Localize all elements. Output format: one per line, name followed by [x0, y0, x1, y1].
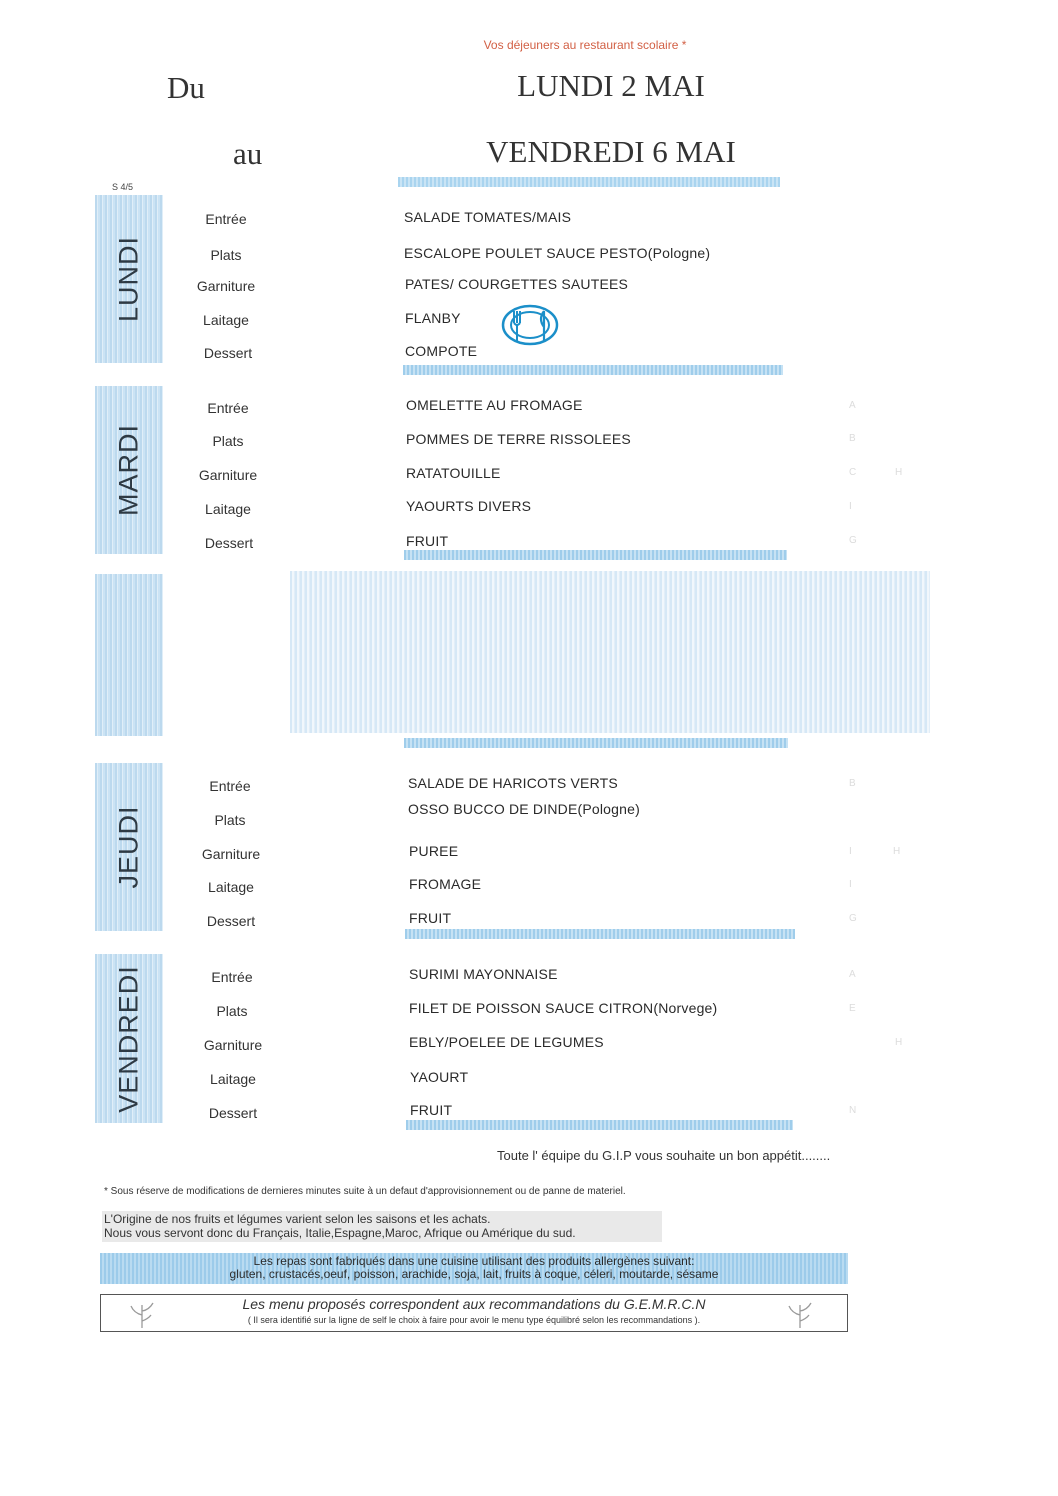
- course-label-plats: Plats: [214, 812, 246, 828]
- header-au: au: [233, 136, 263, 171]
- faint-code: C: [849, 467, 857, 478]
- origin-line-2: Nous vous servont donc du Français, Italie,Espagne,Maroc, Afrique ou Amérique du sud.: [104, 1226, 576, 1240]
- dish-jeudi-plat: OSSO BUCCO DE DINDE(Pologne): [408, 801, 640, 817]
- dish-lundi-entree: SALADE TOMATES/MAIS: [404, 209, 572, 225]
- day-label-mardi: MARDI: [113, 424, 144, 516]
- faint-code: G: [849, 535, 857, 546]
- course-label-dessert: Dessert: [203, 345, 253, 361]
- dish-mardi-garniture: RATATOUILLE: [406, 465, 501, 481]
- faint-code: B: [849, 778, 856, 789]
- dish-lundi-dessert: COMPOTE: [405, 343, 478, 359]
- closed-day-area: [290, 571, 930, 733]
- recommendation-note: ( Il sera identifié sur la ligne de self le choix à faire pour avoir le menu type équilibré selon les recommandations ).: [247, 1315, 701, 1325]
- course-label-dessert: Dessert: [208, 1105, 258, 1121]
- dish-lundi-plat: ESCALOPE POULET SAUCE PESTO(Pologne): [404, 245, 711, 261]
- day-block-mardi: [95, 386, 163, 554]
- faint-code: E: [849, 1003, 856, 1014]
- separator-closed: [404, 738, 788, 748]
- dish-jeudi-garniture: PUREE: [409, 843, 459, 859]
- course-label-plats: Plats: [212, 433, 244, 449]
- separator-jeudi: [405, 929, 795, 939]
- day-label-vendredi: VENDREDI: [113, 964, 144, 1113]
- course-label-entree: Entrée: [207, 400, 249, 416]
- faint-code: B: [849, 433, 856, 444]
- course-label-garniture: Garniture: [198, 467, 258, 483]
- header-start-day: LUNDI 2 MAI: [517, 68, 705, 103]
- header-end-day: VENDREDI 6 MAI: [486, 134, 736, 169]
- course-label-dessert: Dessert: [204, 535, 254, 551]
- dish-lundi-garniture: PATES/ COURGETTES SAUTEES: [405, 276, 629, 292]
- dish-jeudi-laitage: FROMAGE: [409, 876, 482, 892]
- faint-code: I: [849, 879, 852, 890]
- origin-line-1: L'Origine de nos fruits et légumes varient selon les saisons et les achats.: [104, 1212, 491, 1226]
- day-label-jeudi: JEUDI: [113, 805, 144, 889]
- recommendation-box: [100, 1294, 848, 1332]
- dish-jeudi-dessert: FRUIT: [409, 910, 452, 926]
- course-label-dessert: Dessert: [206, 913, 256, 929]
- day-label-lundi: LUNDI: [113, 235, 144, 323]
- faint-code: I: [849, 846, 852, 857]
- footer-disclaimer: * Sous réserve de modifications de dernieres minutes suite à un defaut d'approvisionnement ou de panne de materiel.: [104, 1186, 626, 1197]
- dish-vendredi-garniture: EBLY/POELEE DE LEGUMES: [409, 1034, 604, 1050]
- faint-code: N: [849, 1105, 857, 1116]
- course-label-laitage: Laitage: [208, 879, 254, 895]
- faint-code: A: [849, 400, 856, 411]
- separator-vendredi: [406, 1120, 793, 1130]
- footer-wish: Toute l' équipe du G.I.P vous souhaite un bon appétit........: [497, 1148, 831, 1163]
- header-tagline: Vos déjeuners au restaurant scolaire *: [483, 38, 687, 52]
- course-label-garniture: Garniture: [196, 278, 256, 294]
- dish-vendredi-entree: SURIMI MAYONNAISE: [409, 966, 558, 982]
- plant-icon: [785, 1297, 815, 1329]
- day-block-vendredi: [95, 954, 163, 1123]
- dish-mardi-dessert: FRUIT: [406, 533, 449, 549]
- dish-mardi-plat: POMMES DE TERRE RISSOLEES: [406, 431, 631, 447]
- allergen-line-1: Les repas sont fabriqués dans une cuisine utilisant des produits allergènes suivant:: [253, 1254, 695, 1268]
- faint-code: H: [893, 846, 901, 857]
- course-label-plats: Plats: [216, 1003, 248, 1019]
- course-label-laitage: Laitage: [205, 501, 251, 517]
- dish-mardi-entree: OMELETTE AU FROMAGE: [406, 397, 583, 413]
- course-label-laitage: Laitage: [203, 312, 249, 328]
- faint-code: I: [849, 501, 852, 512]
- cutlery-plate-icon: [500, 303, 560, 347]
- dish-jeudi-entree: SALADE DE HARICOTS VERTS: [408, 775, 618, 791]
- separator-lundi: [403, 365, 783, 375]
- dish-vendredi-plat: FILET DE POISSON SAUCE CITRON(Norvege): [409, 1000, 718, 1016]
- header-du: Du: [167, 70, 205, 105]
- course-label-entree: Entrée: [211, 969, 253, 985]
- day-block-closed: [95, 574, 163, 736]
- course-label-entree: Entrée: [209, 778, 251, 794]
- dish-mardi-laitage: YAOURTS DIVERS: [406, 498, 532, 514]
- day-block-jeudi: [95, 763, 163, 931]
- course-label-garniture: Garniture: [201, 846, 261, 862]
- day-block-lundi: [95, 195, 163, 363]
- header-divider-bar: [398, 177, 780, 187]
- allergen-line-2: gluten, crustacés,oeuf, poisson, arachide, soja, lait, fruits à coque, céleri, moutarde, sésame: [229, 1267, 719, 1281]
- separator-mardi: [404, 550, 787, 560]
- faint-code: G: [849, 913, 857, 924]
- recommendation-title: Les menu proposés correspondent aux recommandations du G.E.M.R.C.N: [242, 1296, 706, 1312]
- dish-vendredi-dessert: FRUIT: [410, 1102, 453, 1118]
- course-label-plats: Plats: [210, 247, 242, 263]
- faint-code: H: [895, 467, 903, 478]
- origin-box: [102, 1211, 662, 1242]
- faint-code: H: [895, 1037, 903, 1048]
- course-label-laitage: Laitage: [210, 1071, 256, 1087]
- week-code: S 4/5: [112, 182, 134, 192]
- course-label-garniture: Garniture: [203, 1037, 263, 1053]
- allergen-box: [100, 1253, 848, 1284]
- course-label-entree: Entrée: [205, 211, 247, 227]
- dish-lundi-laitage: FLANBY: [405, 310, 461, 326]
- dish-vendredi-laitage: YAOURT: [410, 1069, 469, 1085]
- faint-code: A: [849, 969, 856, 980]
